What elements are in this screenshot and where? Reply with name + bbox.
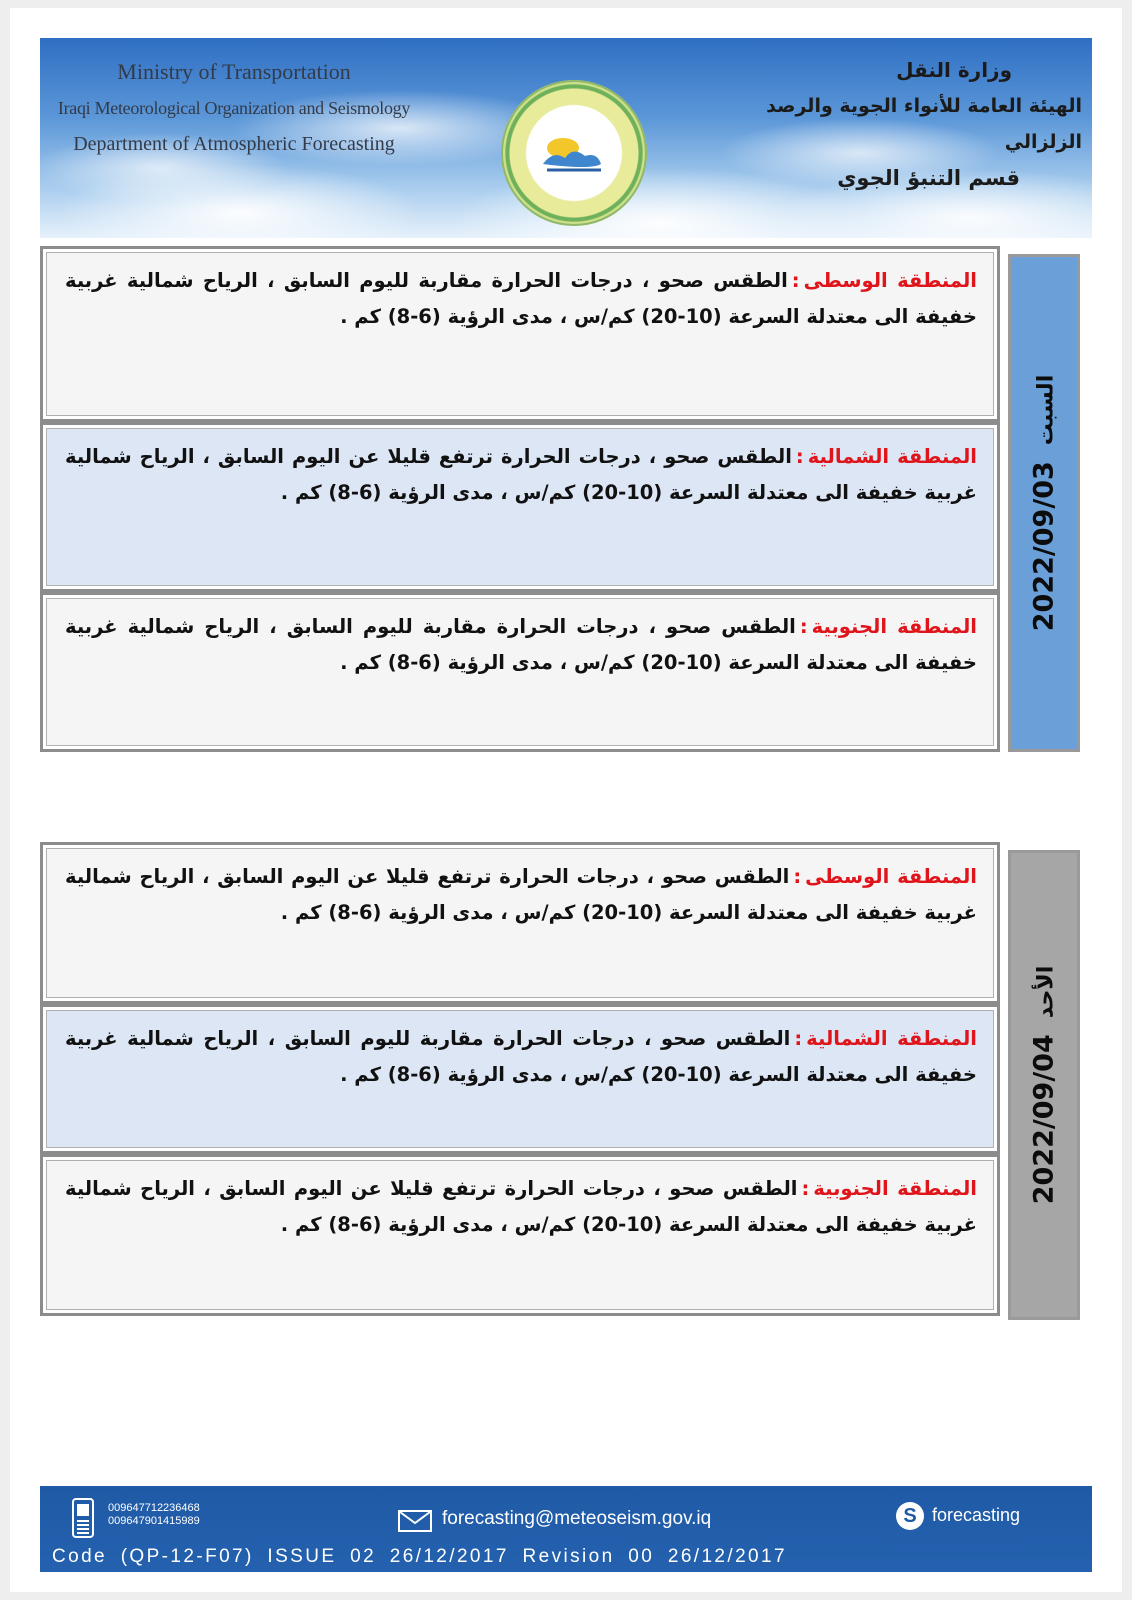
document-code-line: Code (QP-12-F07) ISSUE 02 26/12/2017 Revision 00 26/12/2017 xyxy=(52,1546,787,1567)
region-northern-day2 xyxy=(40,1004,1000,1154)
region-title: المنطقة الجنوبية xyxy=(811,615,977,638)
date-label xyxy=(1029,375,1060,631)
day-forecast-1 xyxy=(40,246,1096,756)
region-southern-day2 xyxy=(40,1154,1000,1316)
region-title: المنطقة الجنوبية xyxy=(813,1177,977,1200)
region-text: الطقس صحو ، درجات الحرارة ترتفع قليلا عن اليوم السابق ، الرياح شمالية غربية خفيفة الى معتدلة السرعة (10-20) كم/س ، مدى الرؤية (6-8) كم . xyxy=(65,445,977,504)
region-text: الطقس صحو ، درجات الحرارة ترتفع قليلا عن اليوم السابق ، الرياح شمالية غربية خفيفة الى معتدلة السرعة (10-20) كم/س ، مدى الرؤية (6-8) كم . xyxy=(65,1177,977,1236)
header-arabic xyxy=(752,52,1082,196)
region-colon: : xyxy=(799,615,808,638)
date-bar-day2 xyxy=(1008,850,1080,1320)
region-title: المنطقة الوسطى xyxy=(805,865,977,888)
day-name: الأحد xyxy=(1033,965,1059,1019)
day-name: السبت xyxy=(1033,374,1059,446)
envelope-icon xyxy=(398,1510,432,1532)
day-forecast-2 xyxy=(40,842,1096,1352)
organization-seal-logo xyxy=(501,80,647,226)
organization-arabic: الهيئة العامة للأنواء الجوية والرصد الزلزالي xyxy=(766,95,1082,153)
forecast-page xyxy=(10,8,1122,1592)
phone-number-2: 009647901415989 xyxy=(108,1515,200,1527)
header-english xyxy=(54,54,414,162)
date-label xyxy=(1029,966,1060,1205)
mobile-phone-icon xyxy=(72,1498,94,1538)
date-value: 2022/09/03 xyxy=(1028,461,1060,632)
date-value: 2022/09/04 xyxy=(1028,1034,1060,1205)
region-colon: : xyxy=(795,445,804,468)
skype-handle[interactable]: forecasting xyxy=(932,1505,1021,1525)
region-southern-day1 xyxy=(40,592,1000,752)
phone-numbers xyxy=(108,1502,200,1528)
region-central-day2 xyxy=(40,842,1000,1004)
footer-bar xyxy=(40,1486,1092,1572)
email-address[interactable]: forecasting@meteoseism.gov.iq xyxy=(442,1508,712,1529)
phone-number-1: 009647712236468 xyxy=(108,1502,200,1514)
region-colon: : xyxy=(793,865,802,888)
region-title: المنطقة الوسطى xyxy=(803,269,977,292)
ministry-arabic: وزارة النقل xyxy=(896,58,1012,82)
department-arabic: قسم التنبؤ الجوي xyxy=(837,166,1020,190)
region-title: المنطقة الشمالية xyxy=(807,445,977,468)
date-bar-day1 xyxy=(1008,254,1080,752)
region-text: الطقس صحو ، درجات الحرارة مقاربة لليوم السابق ، الرياح شمالية غربية خفيفة الى معتدلة السرعة (10-20) كم/س ، مدى الرؤية (6-8) كم . xyxy=(65,269,977,328)
region-text: الطقس صحو ، درجات الحرارة مقاربة لليوم السابق ، الرياح شمالية غربية خفيفة الى معتدلة السرعة (10-20) كم/س ، مدى الرؤية (6-8) كم . xyxy=(65,615,977,674)
region-central-day1 xyxy=(40,246,1000,422)
region-northern-day1 xyxy=(40,422,1000,592)
region-text: الطقس صحو ، درجات الحرارة ترتفع قليلا عن اليوم السابق ، الرياح شمالية غربية خفيفة الى معتدلة السرعة (10-20) كم/س ، مدى الرؤية (6-8) كم . xyxy=(65,865,977,924)
region-colon: : xyxy=(801,1177,810,1200)
header-banner xyxy=(40,38,1092,238)
region-text: الطقس صحو ، درجات الحرارة مقاربة لليوم السابق ، الرياح شمالية غربية خفيفة الى معتدلة السرعة (10-20) كم/س ، مدى الرؤية (6-8) كم . xyxy=(65,1027,977,1086)
organization-english: Iraqi Meteorological Organization and Seismology xyxy=(57,98,411,118)
region-colon: : xyxy=(794,1027,803,1050)
region-colon: : xyxy=(791,269,800,292)
department-english: Department of Atmospheric Forecasting xyxy=(73,133,395,155)
region-title: المنطقة الشمالية xyxy=(806,1027,977,1050)
ministry-english: Ministry of Transportation xyxy=(117,59,351,84)
skype-icon: S xyxy=(896,1502,924,1530)
